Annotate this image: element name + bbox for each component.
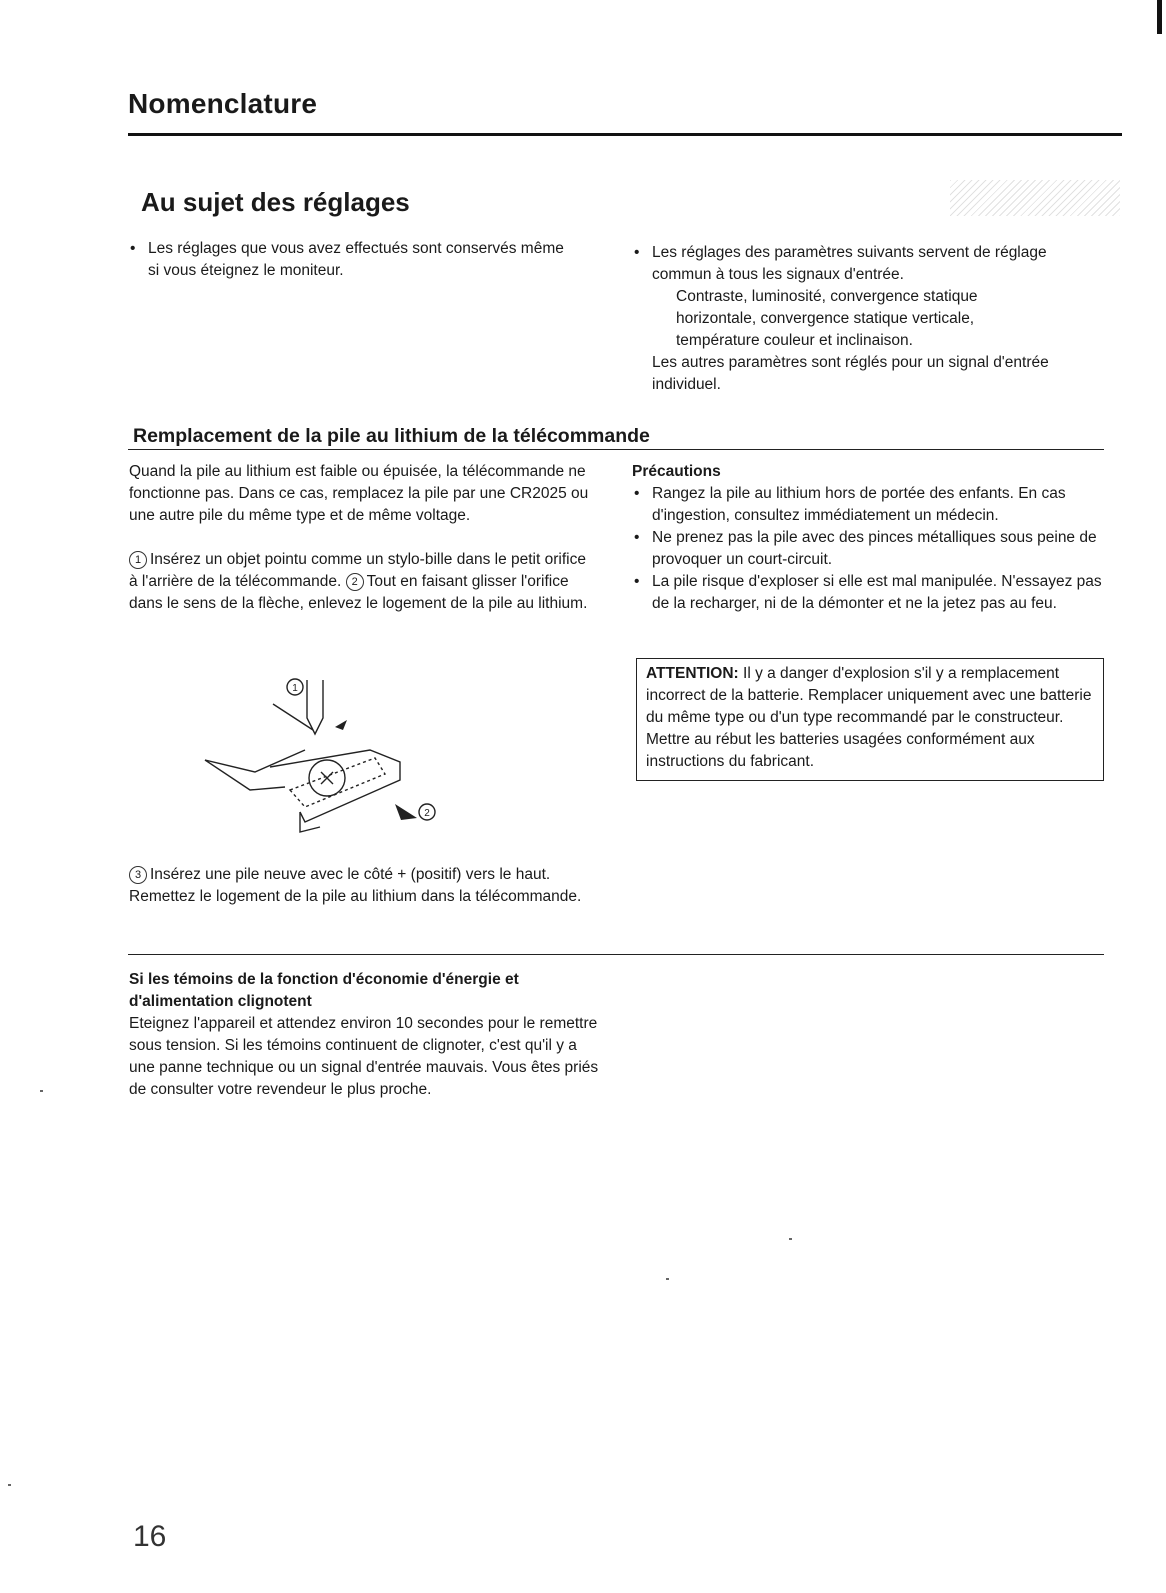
battery-heading: Remplacement de la pile au lithium de la télécommande <box>133 425 650 447</box>
scan-noise <box>950 180 1120 216</box>
params-line: température couleur et inclinaison. <box>676 332 913 349</box>
section-title: Au sujet des réglages <box>141 187 410 217</box>
attention-box <box>636 658 1104 781</box>
attention-text: Il y a danger d'explosion s'il y a remplacement incorrect de la batterie. Remplacer uniquement avec une batterie du même type ou d'un type recommandé par le constructeur. Mettre au rébut les batteries usagées conformément aux instructions du fabricant. <box>646 665 1092 770</box>
precaution-item: • Rangez la pile au lithium hors de portée des enfants. En cas d'ingestion, consultez immédiatement un médecin. <box>632 483 1102 527</box>
figure-label-2: 2 <box>424 808 430 819</box>
battery-tray <box>270 750 400 822</box>
temoins-heading: Si les témoins de la fonction d'économie d'énergie et d'alimentation clignotent <box>129 971 519 1010</box>
temoins-section <box>129 969 599 1101</box>
step-1-text: Insérez un objet pointu comme un stylo-bille dans le petit orifice à l'arrière de la télécommande. <box>129 551 586 590</box>
params-line: Contraste, luminosité, convergence statique <box>676 288 978 305</box>
step-3-text: Insérez une pile neuve avec le côté + (positif) vers le haut. Remettez le logement de la pile au lithium dans la télécommande. <box>129 866 582 905</box>
battery-left-column <box>129 461 597 615</box>
page-number: 16 <box>133 1520 167 1553</box>
step-2-marker: 2 <box>346 573 364 591</box>
battery-intro: Quand la pile au lithium est faible ou épuisée, la télécommande ne fonctionne pas. Dans ce cas, remplacez la pile par une CR2025 ou une autre pile du même type et de même voltage. <box>129 463 589 524</box>
battery-tray-front <box>300 812 320 832</box>
step-2-text: Tout en faisant glisser l'orifice dans le sens de la flèche, enlevez le logement de la pile au lithium. <box>129 573 588 612</box>
reglages-right-column <box>632 242 1052 396</box>
title-rule <box>128 133 1122 136</box>
others-text: Les autres paramètres sont réglés pour un signal d'entrée individuel. <box>652 354 1049 393</box>
tray-slot <box>290 758 385 807</box>
battery-step-1-2 <box>129 549 597 615</box>
precaution-item: • La pile risque d'exploser si elle est mal manipulée. N'essayez pas de la recharger, ni de la démonter et ne la jetez pas au feu. <box>632 571 1102 615</box>
precaution-item: • Ne prenez pas la pile avec des pinces métalliques sous peine de provoquer un court-circuit. <box>632 527 1102 571</box>
scan-speck <box>8 1484 11 1486</box>
battery-rule <box>128 449 1104 450</box>
temoins-text: Eteignez l'appareil et attendez environ 10 secondes pour le remettre sous tension. Si les témoins continuent de clignoter, c'est qu'il y a une panne technique ou un signal d'entrée mauvais. Vous êtes priés de consulter votre revendeur le plus proche. <box>129 1015 599 1098</box>
page-title: Nomenclature <box>128 88 318 119</box>
reglages-bullet: • Les réglages que vous avez effectués sont conservés même si vous éteignez le moniteur. <box>128 238 568 282</box>
arrow-2-icon <box>395 804 417 820</box>
arrow-1-icon <box>335 720 347 730</box>
attention-label: ATTENTION: <box>646 665 739 682</box>
params-line: horizontale, convergence statique verticale, <box>676 310 975 327</box>
step-3-marker: 3 <box>129 866 147 884</box>
remote-illustration <box>195 672 455 850</box>
pen-icon <box>307 680 323 734</box>
remote-body-top <box>205 750 305 772</box>
scan-speck <box>789 1238 792 1240</box>
params-list <box>632 286 1052 352</box>
scan-speck <box>40 1090 43 1092</box>
battery-step-3 <box>129 864 589 908</box>
step-1-marker: 1 <box>129 551 147 569</box>
remote-drawing <box>195 672 455 850</box>
scan-speck <box>666 1278 669 1280</box>
figure-label-1: 1 <box>292 683 298 694</box>
section-separator <box>128 954 1104 955</box>
reglages-bullet: • Les réglages des paramètres suivants servent de réglage commun à tous les signaux d'entrée. <box>632 242 1052 286</box>
corner-mark <box>1157 0 1162 34</box>
precautions-column <box>632 461 1102 615</box>
reglages-left-column <box>128 238 568 282</box>
precautions-title: Précautions <box>632 463 721 480</box>
